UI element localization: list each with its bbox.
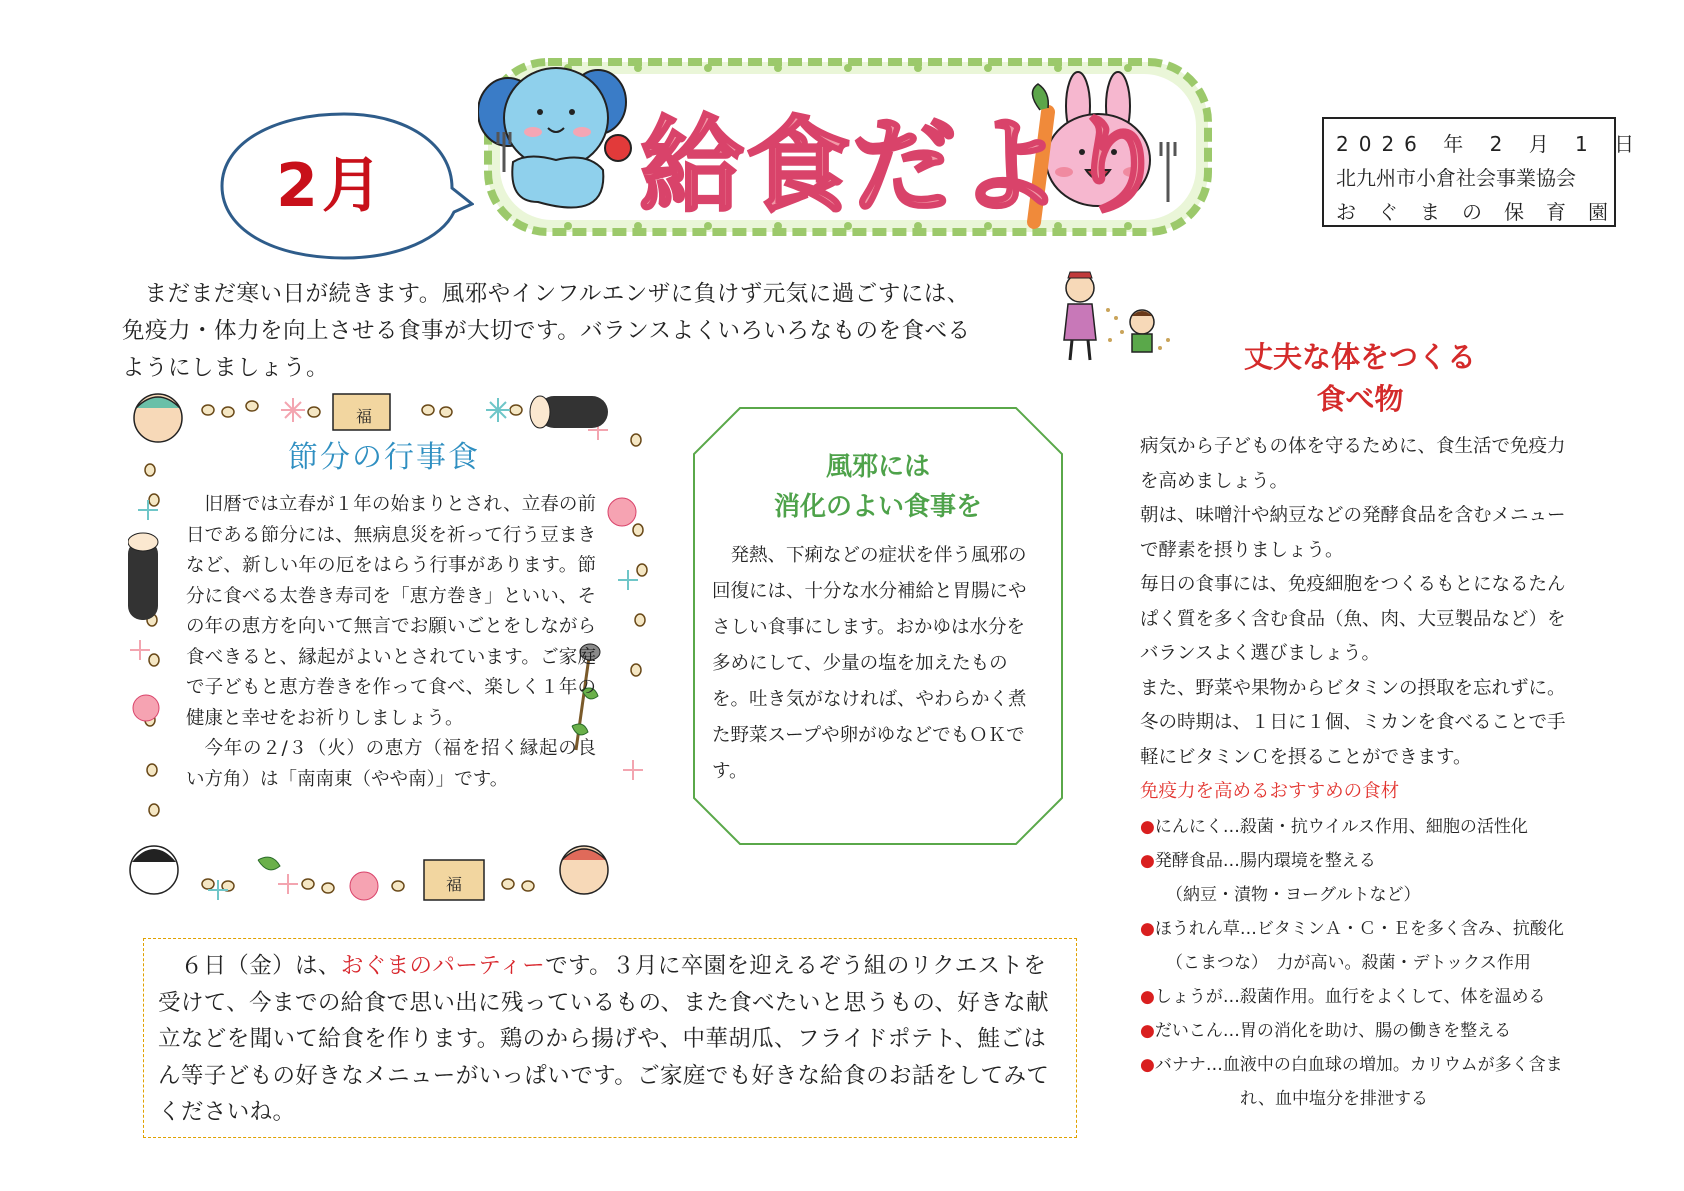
bean-throwing-kids-illustration: [1050, 270, 1180, 366]
food-item: ●バナナ…血液中の白血球の増加。カリウムが多く含ま: [1140, 1054, 1563, 1075]
ehomaki-roll-icon: [530, 396, 608, 428]
fuku-masu-box-icon: [424, 860, 484, 900]
strong-body-line: で酵素を摂りましょう。: [1140, 539, 1344, 561]
food-item-note: れ、血中塩分を排泄する: [1240, 1088, 1429, 1109]
food-item: ●ほうれん草…ビタミンＡ・Ｃ・Ｅを多く含み、抗酸化: [1140, 918, 1564, 939]
strong-body-line: ぱく質を多く含む食品（魚、肉、大豆製品など）を: [1140, 608, 1566, 630]
fuku-masu-box-icon: [333, 394, 390, 430]
cold-advice-body: 発熱、下痢などの症状を伴う風邪の回復には、十分な水分補給と胃腸にやさしい食事にします。おかゆは水分を多めにして、少量の塩を加えたものを。吐き気がなければ、やわらかく煮た野菜スープや卵がゆなどでもＯＫです。: [712, 545, 1027, 782]
party-announcement-text: ６日（金）は、おぐまのパーティーです。３月に卒園を迎えるぞう組のリクエストを受けて、今までの給食で思い出に残っているもの、また食べたいと思うもの、好きな献立などを聞いて給食を作ります。鶏のから揚げや、中華胡瓜、フライドポテト、鮭ごはん等子どもの好きなメニューがいっぱいです。ご家庭でも好きな給食のお話をしてみてくださいね。: [158, 953, 1050, 1125]
food-item-note: （納豆・漬物・ヨーグルトなど）: [1166, 884, 1421, 905]
strong-body-line: 朝は、味噌汁や納豆などの発酵食品を含むメニュー: [1140, 505, 1566, 526]
food-item: ●だいこん…胃の消化を助け、腸の働きを整える: [1140, 1020, 1512, 1041]
recommended-foods-list: [1140, 810, 1590, 1116]
oni-face-icon: [134, 394, 182, 442]
food-item: ●しょうが…殺菌作用。血行をよくして、体を温める: [1140, 986, 1546, 1007]
intro-line-2: 免疫力・体力を向上させる食事が大切です。バランスよくいろいろなものを食べる: [122, 318, 971, 344]
intro-line-3: ようにしましょう。: [122, 355, 330, 381]
setsubun-paragraph-2: 今年の２/３（火）の恵方（福を招く縁起の良い方角）は「南南東（やや南）」です。: [186, 738, 596, 790]
ehomaki-roll-icon: [128, 533, 158, 620]
strong-body-line: また、野菜や果物からビタミンの摂取を忘れずに。: [1140, 677, 1566, 699]
newsletter-title: 給食だより: [640, 105, 1171, 227]
cold-advice-heading: 風邪には 消化のよい食事を: [773, 452, 982, 522]
food-item: ●にんにく…殺菌・抗ウイルス作用、細胞の活性化: [1140, 816, 1528, 837]
recommended-foods-heading: 免疫力を高めるおすすめの食材: [1140, 781, 1400, 802]
organization-name: 北九州市小倉社会事業協会: [1336, 166, 1576, 190]
strong-body-section: [1140, 430, 1590, 1116]
food-item-note: （こまつな） 力が高い。殺菌・デトックス作用: [1166, 952, 1531, 973]
setsubun-paragraph-1: 旧暦では立春が１年の始まりとされ、立春の前日である節分には、無病息災を祈って行う豆まきなど、新しい年の厄をはらう行事があります。節分に食べる太巻き寿司を「恵方巻き」といい、その年の恵方を向いて無言でお願いごとをしながら食べきると、縁起がよいとされています。ご家庭で子どもと恵方巻きを作って食べ、楽しく１年の健康と幸せをお祈りしましょう。: [186, 494, 596, 729]
school-name: おぐまの保育園: [1336, 200, 1630, 224]
bullet-icon: ●: [1140, 816, 1155, 837]
strong-body-line: 軽にビタミンＣを摂ることができます。: [1140, 746, 1472, 768]
intro-text: [122, 276, 1022, 387]
intro-line-1: まだまだ寒い日が続きます。風邪やインフルエンザに負けず元気に過ごすには、: [144, 281, 970, 307]
red-oni-face-icon: [560, 846, 608, 894]
strong-body-line: バランスよく選びましょう。: [1140, 643, 1380, 664]
issue-info-box: [1322, 117, 1645, 227]
party-name-highlight: おぐまのパーティー: [340, 953, 546, 979]
strong-body-line: 毎日の食事には、免疫細胞をつくるもとになるたん: [1140, 574, 1566, 595]
setsubun-heading: 節分の行事食: [288, 440, 480, 475]
svg-text:福: 福: [445, 875, 463, 894]
strong-body-heading: 丈夫な体をつくる 食べ物: [1243, 340, 1476, 416]
bullet-icon: ●: [1140, 986, 1155, 1007]
food-item: ●発酵食品…腸内環境を整える: [1140, 850, 1376, 871]
issue-date: 2026 年 2 月 1 日: [1336, 132, 1645, 156]
bullet-icon: ●: [1140, 1020, 1155, 1041]
strong-body-line: 冬の時期は、１日に１個、ミカンを食べることで手: [1140, 712, 1566, 733]
bullet-icon: ●: [1140, 918, 1155, 939]
bullet-icon: ●: [1140, 850, 1155, 871]
otafuku-face-icon: [130, 846, 178, 894]
strong-body-line: 病気から子どもの体を守るために、食生活で免疫力: [1140, 436, 1566, 457]
strong-body-line: を高めましょう。: [1140, 470, 1289, 492]
svg-text:福: 福: [355, 407, 373, 426]
bullet-icon: ●: [1140, 1054, 1155, 1075]
setsubun-body: [186, 490, 596, 795]
month-label: 2月: [276, 151, 386, 221]
